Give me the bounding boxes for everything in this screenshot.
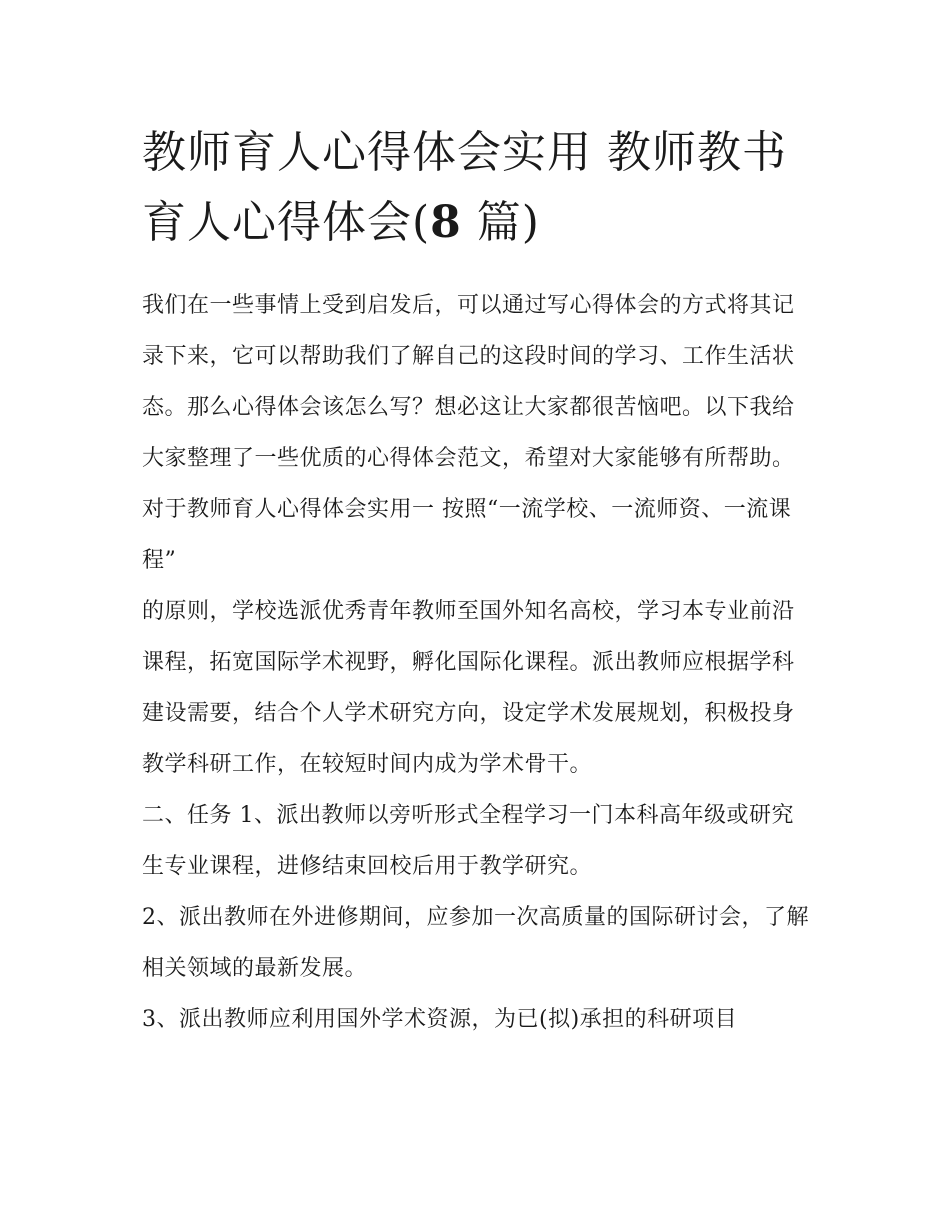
title-text-part2: 篇) <box>461 197 540 248</box>
paragraph-principle: 的原则，学校选派优秀青年教师至国外知名高校，学习本专业前沿课程，拓宽国际学术视野，孵化国际化课程。派出教师应根据学科建设需要，结合个人学术研究方向，设定学术发展规划，积极投身教学科研工作，在较短时间内成为学术骨干。 <box>142 599 795 777</box>
title-text-part1: 教师育人心得体会实用 教师教书育人心得体会( <box>142 127 787 248</box>
paragraph-task-3: 3、派出教师应利用国外学术资源，为已(拟)承担的科研项目 <box>142 1007 738 1032</box>
document-title <box>142 118 822 258</box>
paragraph-intro: 我们在一些事情上受到启发后，可以通过写心得体会的方式将其记录下来，它可以帮助我们了解自己的这段时间的学习、工作生活状态。那么心得体会该怎么写？想必这让大家都很苦恼吧。以下我给大家整理了一些优质的心得体会范文，希望对大家能够有所帮助。 <box>142 293 795 471</box>
document-body <box>142 280 814 1045</box>
paragraph-section-one-heading: 对于教师育人心得体会实用一 按照“一流学校、一流师资、一流课程” <box>142 497 792 573</box>
paragraph-task-2: 2、派出教师在外进修期间，应参加一次高质量的国际研讨会，了解相关领域的最新发展。 <box>142 905 809 981</box>
paragraph-task-1: 二、任务 1、派出教师以旁听形式全程学习一门本科高年级或研究生专业课程，进修结束回校后用于教学研究。 <box>142 803 794 879</box>
title-number: 8 <box>430 197 462 248</box>
